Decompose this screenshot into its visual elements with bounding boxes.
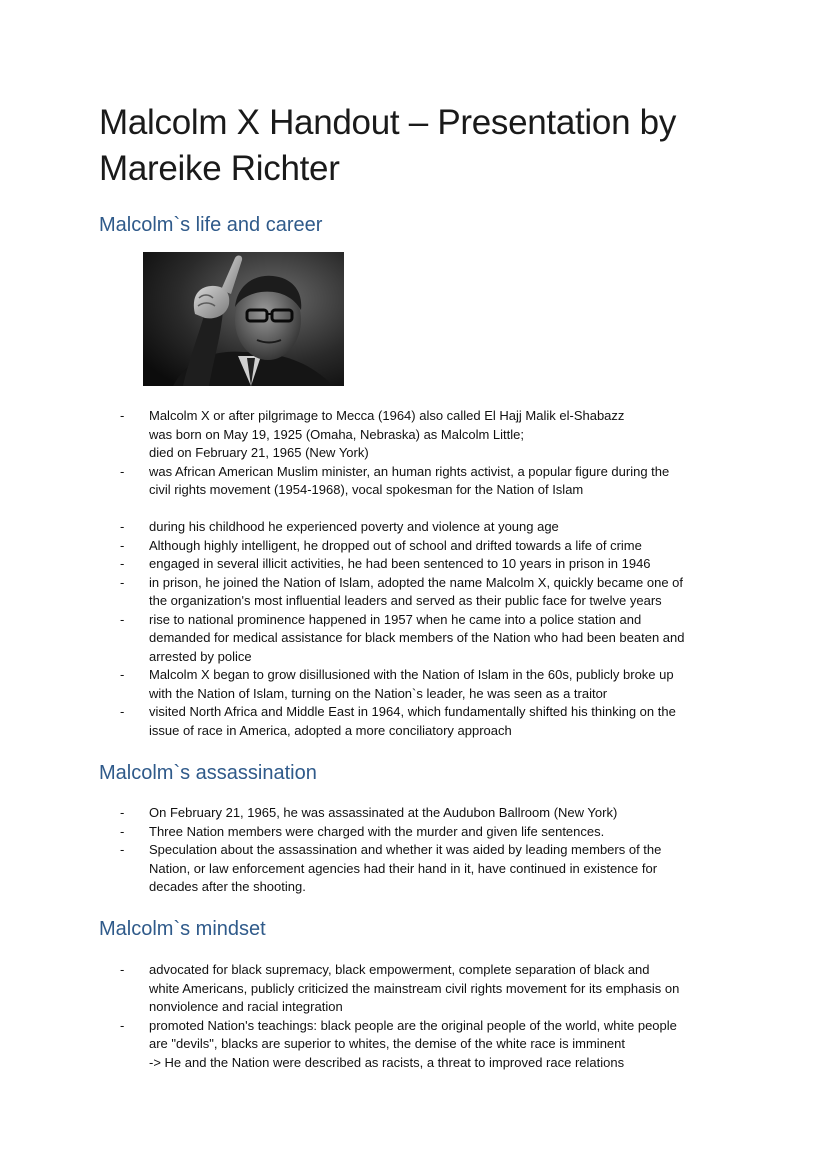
list-item [120,823,740,842]
list-item-line: Nation, or law enforcement agencies had their hand in it, have continued in existence for [149,860,658,876]
list-item-line: died on February 21, 1965 (New York) [149,445,369,460]
list-item [120,611,740,667]
bullet-marker: - [120,537,125,553]
list-item-line: was born on May 19, 1925 (Omaha, Nebraska) as Malcolm Little; [149,426,525,442]
list-item-line: Although highly intelligent, he dropped out of school and drifted towards a life of crime [149,537,642,553]
section-heading-mindset: Malcolm`s mindset [99,918,266,940]
list-item-line: during his childhood he experienced poverty and violence at young age [149,519,559,534]
bullet-marker: - [120,408,125,423]
list-item-line: On February 21, 1965, he was assassinated at the Audubon Ballroom (New York) [149,805,618,820]
bullet-marker: - [120,463,125,479]
list-item-line: advocated for black supremacy, black empowerment, complete separation of black and [149,962,650,977]
bullet-marker: - [120,519,125,534]
list-item-line: rise to national prominence happened in 1957 when he came into a police station and [149,611,642,627]
list-item-line: visited North Africa and Middle East in 1964, which fundamentally shifted his thinking on the [149,704,676,719]
list-item-line: Speculation about the assassination and whether it was aided by leading members of the [149,842,662,857]
list-item-line: engaged in several illicit activities, he had been sentenced to 10 years in prison in 1946 [149,556,651,571]
mindset-list [120,961,740,1072]
list-item-line: was African American Muslim minister, an human rights activist, a popular figure during the [149,463,670,479]
list-item-line: promoted Nation's teachings: black people are the original people of the world, white people [149,1017,677,1033]
list-item-line: in prison, he joined the Nation of Islam, adopted the name Malcolm X, quickly became one of [149,574,684,590]
bullet-marker: - [120,823,125,839]
list-item-line: are "devils", blacks are superior to whites, the demise of the white race is imminent [149,1036,625,1051]
life-career-list [120,407,740,740]
bullet-marker: - [120,704,125,719]
list-item-line: Malcolm X or after pilgrimage to Mecca (1964) also called El Hajj Malik el-Shabazz [149,408,625,423]
list-item [120,537,740,556]
list-item [120,841,740,897]
document-title [99,100,779,192]
section-heading-assassination: Malcolm`s assassination [99,762,317,784]
bullet-marker: - [120,1017,125,1033]
bullet-marker: - [120,574,125,590]
list-item-line: -> He and the Nation were described as racists, a threat to improved race relations [149,1054,625,1070]
list-item [120,961,740,1017]
list-item [120,555,740,574]
title-line: Mareike Richter [99,149,340,188]
list-item-line: Malcolm X began to grow disillusioned with the Nation of Islam in the 60s, publicly broke up [149,667,674,682]
list-item [120,666,740,703]
portrait-image [143,252,344,386]
list-item-line: demanded for medical assistance for black members of the Nation who had been beaten and [149,630,685,645]
list-item-line: nonviolence and racial integration [149,999,343,1014]
list-item-line: Three Nation members were charged with the murder and given life sentences. [149,823,605,839]
list-item [120,407,740,463]
list-item-line: issue of race in America, adopted a more conciliatory approach [149,722,512,738]
bullet-marker: - [120,611,125,627]
bullet-marker: - [120,842,125,857]
bullet-marker: - [120,667,125,682]
list-item [120,703,740,740]
bullet-marker: - [120,962,125,977]
assassination-list [120,804,740,897]
list-item-line: decades after the shooting. [149,879,306,894]
list-item-line: white Americans, publicly criticized the mainstream civil rights movement for its emphasis on [149,980,680,996]
title-line: Malcolm X Handout – Presentation by [99,103,677,142]
list-item [120,1017,740,1073]
list-item [120,804,740,823]
list-item [120,574,740,611]
list-item-line: arrested by police [149,648,252,664]
list-item-line: the organization's most influential leaders and served as their public face for twelve years [149,593,662,608]
list-item [120,463,740,500]
malcolm-x-photo [143,252,344,386]
list-item-line: with the Nation of Islam, turning on the Nation`s leader, he was seen as a traitor [149,685,608,701]
section-heading-life-career: Malcolm`s life and career [99,214,323,236]
list-item [120,518,740,537]
list-item-line: civil rights movement (1954-1968), vocal spokesman for the Nation of Islam [149,482,584,497]
bullet-marker: - [120,556,125,571]
bullet-marker: - [120,805,125,820]
